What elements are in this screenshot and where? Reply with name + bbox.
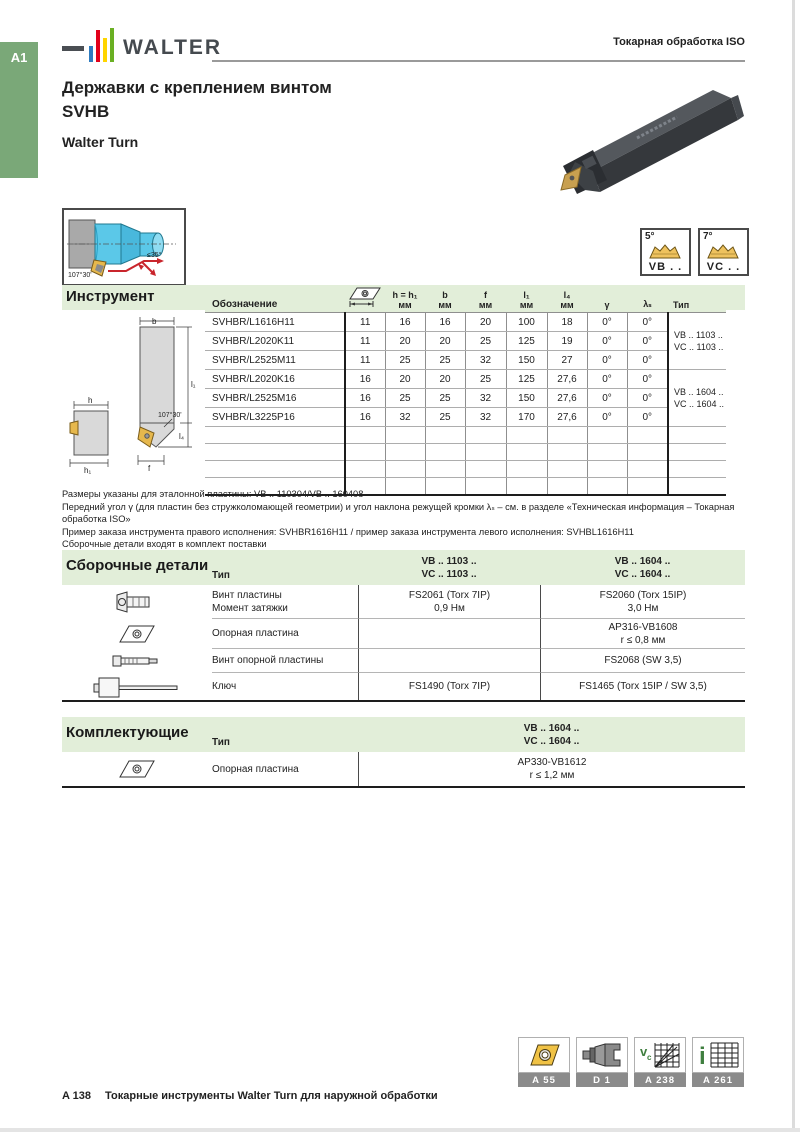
value-cell: 11 — [345, 332, 385, 351]
value-cell: 25 — [385, 351, 425, 370]
designation: SVHBR/L1616H11 — [205, 313, 345, 332]
assembly-col1-header: VB .. 1103 .. VC .. 1103 .. — [421, 556, 477, 580]
designation: SVHBR/L2020K11 — [205, 332, 345, 351]
footnotes — [62, 488, 752, 551]
walter-logo — [62, 26, 222, 62]
value-cell: 25 — [465, 332, 506, 351]
value-cell: 27,6 — [547, 408, 587, 427]
accessories-row — [62, 752, 745, 786]
value-cell: 32 — [465, 351, 506, 370]
assembly-value-1604: FS1465 (Torx 15IP / SW 3,5) — [540, 673, 745, 700]
insert-badge-vb — [640, 228, 691, 276]
logo-wordmark: WALTER — [123, 36, 223, 59]
value-cell: 20 — [385, 332, 425, 351]
value-cell: 11 — [345, 313, 385, 332]
ref-label: A 261 — [692, 1073, 744, 1087]
dim-angle: 107°30' — [158, 412, 182, 419]
value-cell: 125 — [506, 332, 547, 351]
value-cell: 27,6 — [547, 370, 587, 389]
accessories-col-header: VB .. 1604 .. VC .. 1604 .. — [523, 723, 580, 747]
tool-row — [205, 370, 726, 389]
vc-insert-icon — [706, 242, 740, 260]
value-cell: 0° — [627, 332, 668, 351]
designation: SVHBR/L3225P16 — [205, 408, 345, 427]
dim-l4: l₄ — [179, 432, 185, 441]
assembly-section-band — [62, 550, 745, 585]
tool-table — [205, 285, 726, 496]
type-group-1604: VB .. 1604 .. VC .. 1604 .. — [668, 370, 726, 427]
designation: SVHBR/L2525M16 — [205, 389, 345, 408]
assembly-section-title: Сборочные детали — [66, 557, 209, 574]
clearance-angle: 5° — [645, 231, 655, 242]
assembly-bottom-rule — [62, 700, 745, 702]
assembly-row-shim-screw — [62, 649, 745, 673]
value-cell: 0° — [587, 351, 627, 370]
insert-size-icon — [347, 285, 383, 308]
assembly-row-label: Винт опорной пластины — [212, 649, 358, 673]
col-header-l1: l₁ мм — [506, 285, 547, 313]
tool-row — [205, 408, 726, 427]
assembly-row-screw — [62, 585, 745, 619]
tool-row — [205, 313, 726, 332]
value-cell: 0° — [627, 370, 668, 389]
machining-diagram — [62, 208, 186, 286]
assembly-row-key — [62, 673, 745, 700]
value-cell: 0° — [587, 408, 627, 427]
value-cell: 18 — [547, 313, 587, 332]
assembly-row-label: Опорная пластина — [212, 619, 358, 649]
value-cell: 25 — [425, 389, 465, 408]
accessories-value: AP330-VB1612 r ≤ 1,2 мм — [358, 752, 745, 786]
designation: SVHBR/L2020K16 — [205, 370, 345, 389]
page-title: Державки с креплением винтом — [62, 78, 332, 97]
value-cell: 0° — [587, 313, 627, 332]
ref-label: D 1 — [576, 1073, 628, 1087]
value-cell: 125 — [506, 370, 547, 389]
logo-bars-icon — [89, 28, 117, 62]
accessories-table — [62, 752, 745, 786]
accessories-section-band — [62, 717, 745, 752]
type-group-1103: VB .. 1103 .. VC .. 1103 .. — [668, 313, 726, 370]
key-icon — [62, 673, 212, 700]
header-context: Токарная обработка ISO — [613, 36, 745, 48]
assembly-row-label: Винт пластины Момент затяжки — [212, 585, 358, 619]
shim-icon — [62, 619, 212, 649]
toolholder-photo-icon — [545, 70, 750, 198]
value-cell: 32 — [465, 389, 506, 408]
value-cell: 16 — [385, 313, 425, 332]
setup-angle2-label: ≤35° — [147, 252, 162, 259]
tool-drawing — [60, 315, 202, 482]
insert-badge-label: VB . . — [648, 261, 683, 273]
shim-screw-icon — [62, 649, 212, 673]
assembly-value-1604: AP316-VB1608 r ≤ 0,8 мм — [540, 619, 745, 649]
product-photo — [545, 70, 750, 203]
value-cell: 20 — [385, 370, 425, 389]
footnote: Пример заказа инструмента правого исполнения: SVHBR1616H11 / пример заказа инструмента левого исполнения: SVHBL1616H11 — [62, 526, 634, 537]
assembly-row-label: Ключ — [212, 681, 237, 692]
svg-text:v: v — [640, 1044, 648, 1059]
accessories-row-label: Опорная пластина — [212, 763, 299, 775]
shim-icon — [62, 752, 212, 786]
adapter-icon — [581, 1040, 623, 1070]
assembly-value-1604: FS2060 (Torx 15IP) 3,0 Нм — [540, 585, 745, 619]
value-cell: 150 — [506, 351, 547, 370]
value-cell: 20 — [425, 332, 465, 351]
chapter-tab — [0, 42, 38, 178]
footnote: Передний угол γ (для пластин без стружколомающей геометрии) и угол наклона режущей кромки λₛ – см. в разделе «Техническая информация – Токарная обработка ISO» — [62, 501, 735, 525]
ref-label: A 55 — [518, 1073, 570, 1087]
assembly-value-1103: FS2061 (Torx 7IP) 0,9 Нм — [358, 585, 540, 619]
tool-section-title: Инструмент — [66, 288, 155, 305]
empty-row — [205, 427, 726, 444]
dim-h: h — [88, 396, 93, 405]
tool-row — [205, 332, 726, 351]
assembly-table — [62, 585, 745, 700]
value-cell: 20 — [465, 313, 506, 332]
header-rule — [212, 60, 745, 62]
insert-badges — [640, 228, 749, 276]
value-cell: 25 — [465, 370, 506, 389]
value-cell: 16 — [425, 313, 465, 332]
col-header-f: f мм — [465, 285, 506, 313]
value-cell: 0° — [627, 313, 668, 332]
tool-row — [205, 389, 726, 408]
cutting-data-icon — [639, 1040, 681, 1070]
dim-b: b — [152, 317, 157, 326]
type-label: Тип — [212, 737, 230, 748]
value-cell: 0° — [587, 332, 627, 351]
dim-l1: l₁ — [191, 380, 196, 389]
value-cell: 0° — [587, 370, 627, 389]
clearance-angle: 7° — [703, 231, 713, 242]
insert-badge-vc — [698, 228, 749, 276]
assembly-value-1103: FS1490 (Torx 7IP) — [358, 673, 540, 700]
accessories-bottom-rule — [62, 786, 745, 788]
dim-h1: h₁ — [84, 466, 92, 475]
col-header-gamma: γ — [587, 285, 627, 313]
value-cell: 25 — [425, 351, 465, 370]
value-cell: 16 — [345, 389, 385, 408]
insert-size-icon-cell — [345, 285, 385, 313]
col-header-type: Тип — [668, 285, 726, 313]
footer-text: Токарные инструменты Walter Turn для наружной обработки — [105, 1090, 438, 1102]
footnote: Размеры указаны для эталонной пластины: VB .. 110304/VB .. 160408 — [62, 489, 364, 499]
designation-header: Обозначение — [205, 285, 345, 313]
value-cell: 19 — [547, 332, 587, 351]
product-code-title: SVHB — [62, 102, 110, 121]
col-header-l4: l₄ мм — [547, 285, 587, 313]
svg-text:c: c — [647, 1053, 652, 1062]
ref-label: A 238 — [634, 1073, 686, 1087]
insert-icon — [526, 1041, 562, 1069]
col-header-h: h = h₁ мм — [385, 285, 425, 313]
tool-row — [205, 351, 726, 370]
col-header-lambda: λₛ — [627, 285, 668, 313]
empty-row — [205, 444, 726, 461]
page-edge — [0, 1128, 800, 1132]
accessories-section-title: Комплектующие — [66, 724, 189, 741]
value-cell: 32 — [385, 408, 425, 427]
assembly-value-1103 — [358, 619, 540, 649]
value-cell: 32 — [465, 408, 506, 427]
product-family: Walter Turn — [62, 134, 139, 150]
ref-info-table[interactable] — [692, 1037, 744, 1087]
assembly-value-1103 — [358, 649, 540, 673]
value-cell: 16 — [345, 408, 385, 427]
col-header-b: b мм — [425, 285, 465, 313]
ref-cutting-data[interactable] — [634, 1037, 686, 1087]
insert-badge-label: VC . . — [706, 261, 741, 273]
value-cell: 27 — [547, 351, 587, 370]
info-table-icon — [697, 1040, 739, 1070]
insert-screw-icon — [62, 585, 212, 619]
ref-adapter[interactable] — [576, 1037, 628, 1087]
dim-f: f — [148, 464, 151, 473]
page-edge — [792, 0, 795, 1132]
vb-insert-icon — [648, 242, 682, 260]
assembly-row-shim — [62, 619, 745, 649]
value-cell: 100 — [506, 313, 547, 332]
designation: SVHBR/L2525M11 — [205, 351, 345, 370]
chapter-tab-label: A1 — [10, 50, 28, 65]
assembly-col2-header: VB .. 1604 .. VC .. 1604 .. — [614, 556, 671, 580]
value-cell: 0° — [627, 389, 668, 408]
value-cell: 0° — [627, 408, 668, 427]
logo-dash — [62, 46, 84, 51]
assembly-value-1604: FS2068 (SW 3,5) — [540, 649, 745, 673]
svg-text:i: i — [699, 1043, 706, 1070]
setup-angle-label: 107°30' — [68, 272, 92, 279]
footnote: Сборочные детали входят в комплект поставки — [62, 539, 267, 550]
value-cell: 16 — [345, 370, 385, 389]
empty-row — [205, 461, 726, 478]
value-cell: 25 — [385, 389, 425, 408]
page-footer — [62, 1090, 438, 1102]
value-cell: 11 — [345, 351, 385, 370]
value-cell: 170 — [506, 408, 547, 427]
cross-references — [518, 1037, 744, 1087]
value-cell: 0° — [587, 389, 627, 408]
value-cell: 20 — [425, 370, 465, 389]
value-cell: 0° — [627, 351, 668, 370]
page-number: A 138 — [62, 1090, 91, 1102]
value-cell: 150 — [506, 389, 547, 408]
value-cell: 27,6 — [547, 389, 587, 408]
ref-insert[interactable] — [518, 1037, 570, 1087]
value-cell: 25 — [425, 408, 465, 427]
type-label: Тип — [212, 570, 230, 581]
